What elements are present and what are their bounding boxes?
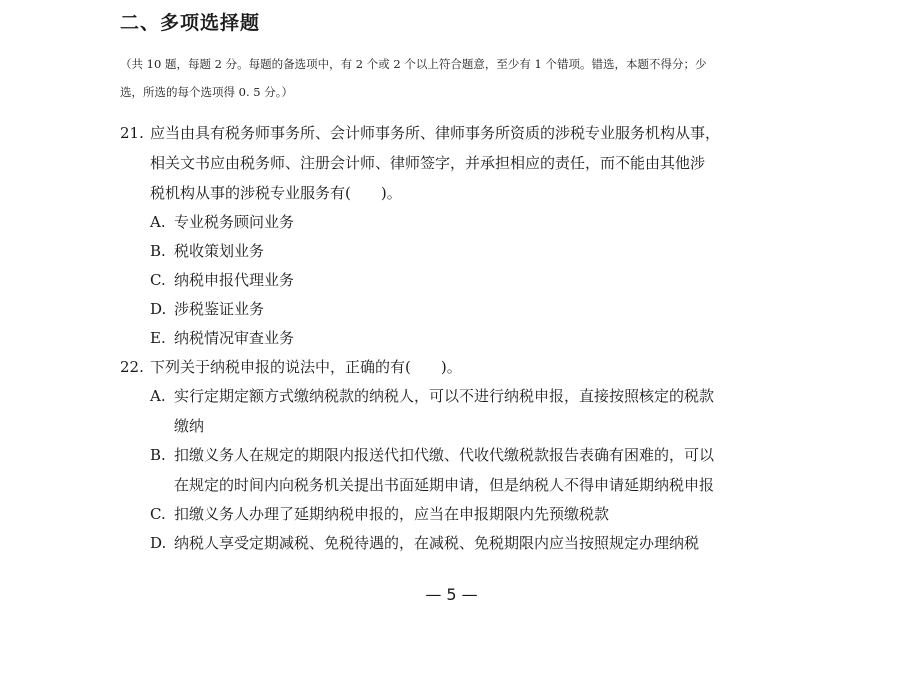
section-title: 二、多项选择题: [120, 12, 261, 34]
option-text: 纳税情况审查业务: [174, 329, 295, 347]
question-21-stem: [120, 118, 790, 208]
instructions-line-1: （共 10 题，每题 2 分。每题的备选项中，有 2 个或 2 个以上符合题意，至少有 1 个错项。错选，本题不得分；少: [120, 57, 707, 71]
option-text-line-1: 实行定期定额方式缴纳税款的纳税人，可以不进行纳税申报，直接按照核定的税款: [174, 387, 715, 405]
page-number: — 5 —: [425, 585, 478, 604]
question-22-number: 22.: [120, 358, 144, 376]
question-22-option-a[interactable]: [150, 381, 790, 441]
option-letter: E.: [150, 329, 166, 347]
question-21-option-b[interactable]: [150, 236, 790, 266]
question-21-line-2: 相关文书应由税务师、注册会计师、律师签字，并承担相应的责任，而不能由其他涉: [150, 154, 706, 172]
question-22-stem: [120, 352, 790, 382]
option-letter: C.: [150, 505, 166, 523]
question-21-option-c[interactable]: [150, 265, 790, 295]
question-21-option-e[interactable]: [150, 323, 790, 353]
option-letter: B.: [150, 242, 166, 260]
question-21-line-3: 税机构从事的涉税专业服务有( )。: [150, 184, 402, 202]
option-text: 税收策划业务: [174, 242, 265, 260]
question-21-option-d[interactable]: [150, 294, 790, 324]
question-21-option-a[interactable]: [150, 207, 790, 237]
option-text-line-1: 纳税人享受定期减税、免税待遇的，在减税、免税期限内应当按照规定办理纳税: [174, 534, 700, 552]
question-22-line-1: [120, 352, 790, 382]
question-22-option-b[interactable]: [150, 440, 790, 500]
instructions-line-2: 选，所选的每个选项得 0. 5 分。）: [120, 85, 294, 99]
option-letter: C.: [150, 271, 166, 289]
option-text-line-2: 缴纳: [174, 417, 205, 435]
option-letter: A.: [150, 387, 166, 405]
option-text-line-2: 在规定的时间内向税务机关提出书面延期申请，但是纳税人不得申请延期纳税申报: [174, 476, 715, 494]
question-22-option-d[interactable]: [150, 528, 790, 558]
option-letter: A.: [150, 213, 166, 231]
question-22-text-1: 下列关于纳税申报的说法中，正确的有( )。: [150, 358, 462, 376]
option-letter: D.: [150, 300, 167, 318]
section-instructions: [120, 50, 790, 106]
option-text: 专业税务顾问业务: [174, 213, 295, 231]
question-22-option-c[interactable]: [150, 499, 790, 529]
option-text: 纳税申报代理业务: [174, 271, 295, 289]
option-letter: D.: [150, 534, 167, 552]
question-21-text-1: 应当由具有税务师事务所、会计师事务所、律师事务所资质的涉税专业服务机构从事，: [150, 124, 721, 142]
option-text-line-1: 扣缴义务人在规定的期限内报送代扣代缴、代收代缴税款报告表确有困难的，可以: [174, 446, 715, 464]
option-text: 涉税鉴证业务: [174, 300, 265, 318]
option-text-line-1: 扣缴义务人办理了延期纳税申报的，应当在申报期限内先预缴税款: [174, 505, 610, 523]
option-letter: B.: [150, 446, 166, 464]
question-21-number: 21.: [120, 124, 144, 142]
question-21-line-1: [120, 118, 790, 148]
